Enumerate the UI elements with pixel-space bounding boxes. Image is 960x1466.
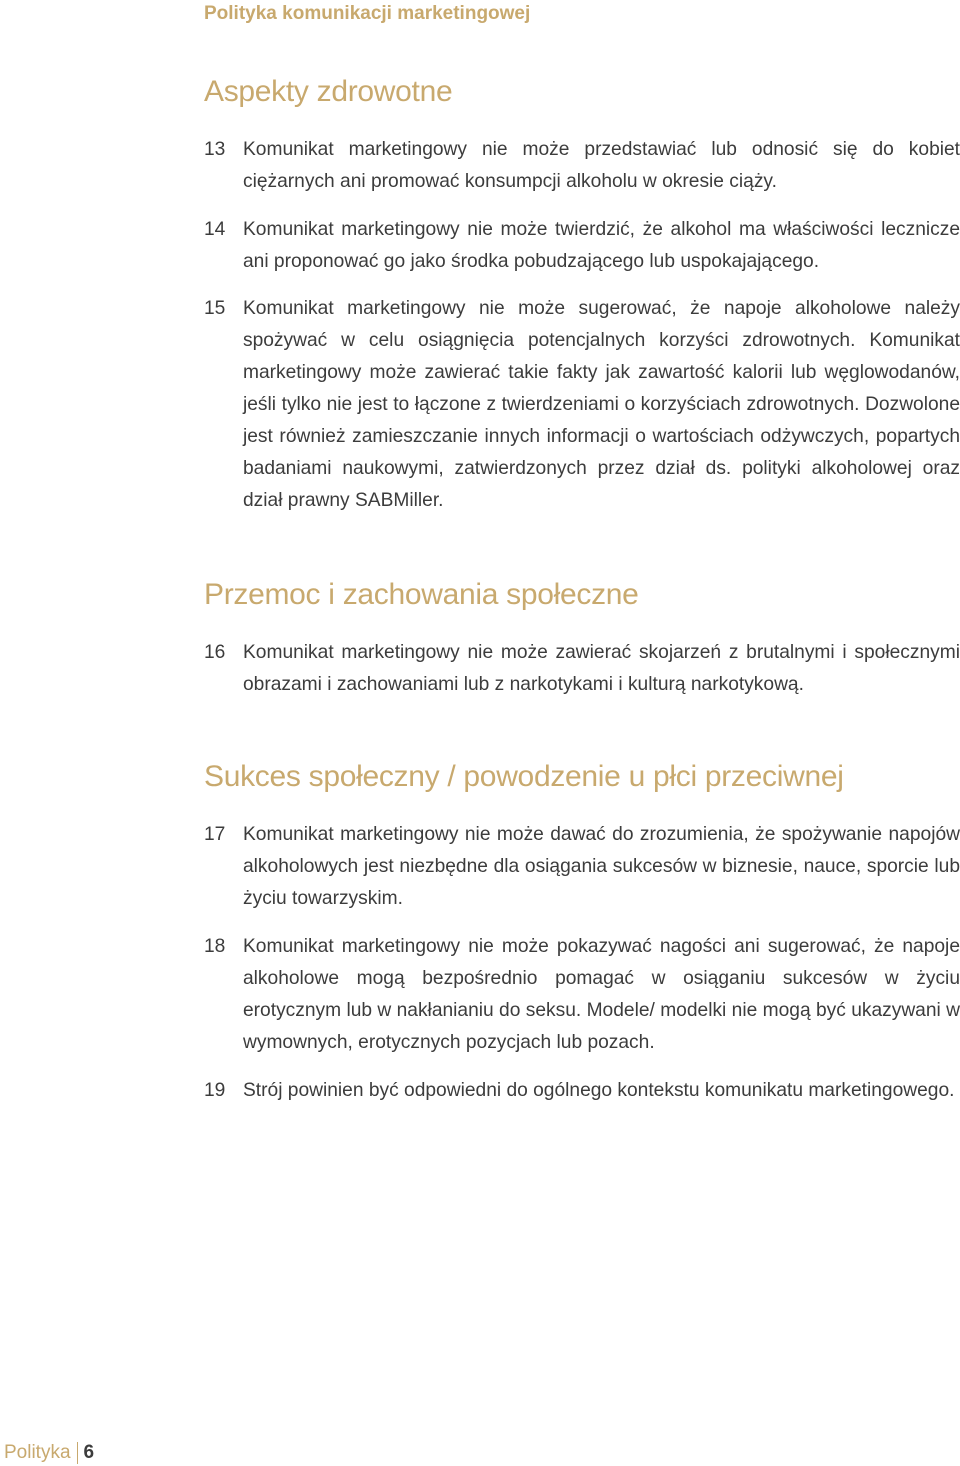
running-header: Polityka komunikacji marketingowej: [204, 3, 531, 24]
item-number: 19: [204, 1080, 226, 1101]
list-item-15: [204, 293, 960, 517]
list-item-13: [204, 134, 960, 198]
item-number: 13: [204, 139, 226, 160]
item-text: Komunikat marketingowy nie może zawierać skojarzeń z brutalnymi i społecznymi obrazami i zachowaniami lub z narkotykami i kulturą narkotykową.: [243, 642, 960, 695]
item-text: Komunikat marketingowy nie może pokazywać nagości ani sugerować, że napoje alkoholowe mogą bezpośrednio pomagać w osiąganiu sukcesów w życiu erotycznym lub w nakłanianiu do seksu. Modele/ modelki nie mogą być ukazywani w wymownych, erotycznych pozycjach lub pozach.: [243, 936, 960, 1053]
item-text: Komunikat marketingowy nie może dawać do zrozumienia, że spożywanie napojów alkoholowych jest niezbędne dla osiągania sukcesów w biznesie, nauce, sporcie lub życiu towarzyskim.: [243, 824, 960, 909]
section-heading-social-success: Sukces społeczny / powodzenie u płci przeciwnej: [204, 760, 844, 793]
item-text: Strój powinien być odpowiedni do ogólnego kontekstu komunikatu marketingowego.: [243, 1080, 955, 1101]
section-heading-health: Aspekty zdrowotne: [204, 75, 453, 108]
list-item-14: [204, 214, 960, 278]
item-text: Komunikat marketingowy nie może przedstawiać lub odnosić się do kobiet ciężarnych ani promować konsumpcji alkoholu w okresie ciąży.: [243, 139, 960, 192]
item-number: 18: [204, 936, 226, 957]
item-number: 15: [204, 298, 226, 319]
item-text: Komunikat marketingowy nie może sugerować, że napoje alkoholowe należy spożywać w celu osiągnięcia potencjalnych korzyści zdrowotnych. Komunikat marketingowy może zawierać takie fakty jak zawartość kalorii lub węglowodanów, jeśli tylko nie jest to łączone z twierdzeniami o korzyściach zdrowotnych. Dozwolone jest również zamieszczanie innych informacji o wartościach odżywczych, popartych badaniami naukowymi, zatwierdzonych przez dział ds. polityki alkoholowej oraz dział prawny SABMiller.: [243, 298, 960, 511]
list-item-18: [204, 931, 960, 1059]
item-text: Komunikat marketingowy nie może twierdzić, że alkohol ma właściwości lecznicze ani proponować go jako środka pobudzającego lub uspokajającego.: [243, 219, 960, 272]
item-number: 14: [204, 219, 226, 240]
page-number: 6: [83, 1442, 95, 1463]
page-footer: [0, 1440, 94, 1466]
list-item-17: [204, 819, 960, 915]
section-heading-violence: Przemoc i zachowania społeczne: [204, 578, 639, 611]
footer-label: Polityka: [4, 1442, 71, 1463]
item-number: 16: [204, 642, 226, 663]
list-item-16: [204, 637, 960, 701]
list-item-19: [204, 1075, 960, 1107]
item-number: 17: [204, 824, 226, 845]
